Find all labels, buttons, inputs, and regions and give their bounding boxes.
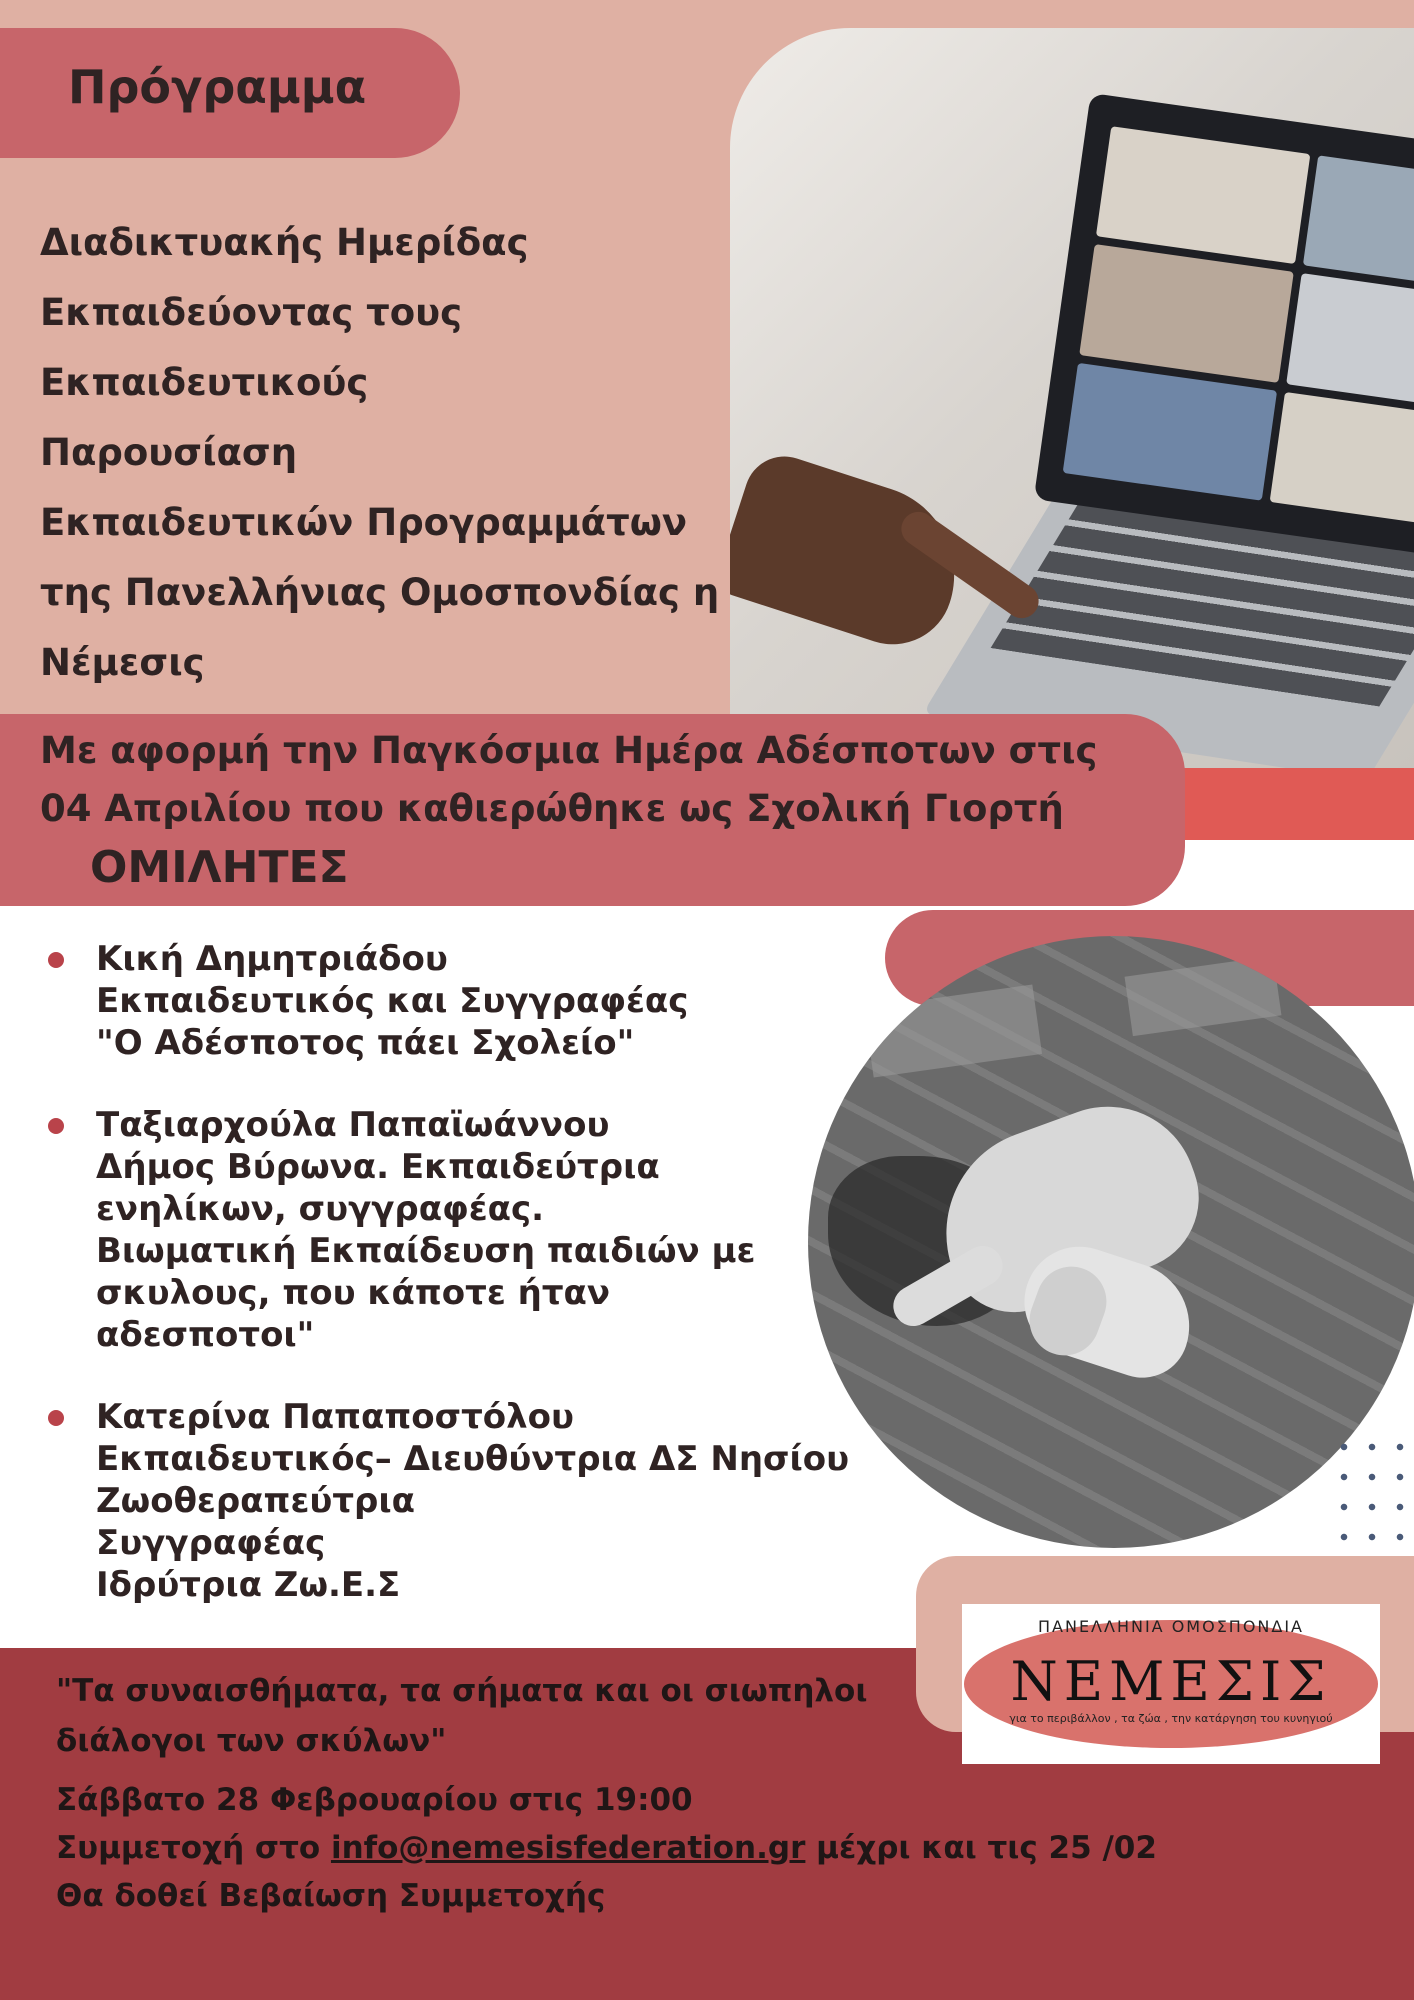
- laptop-video-call-photo: [730, 28, 1414, 770]
- speaker-detail: Ιδρύτρια Ζω.Ε.Σ: [96, 1565, 401, 1605]
- participation-prefix: Συμμετοχή στο: [56, 1830, 331, 1866]
- description-line: Νέμεσις: [40, 641, 205, 684]
- speaker-detail: Εκπαιδευτικός και Συγγραφέας: [96, 981, 689, 1021]
- occasion-line: Με αφορμή την Παγκόσμια Ημέρα Αδέσποτων στις: [40, 729, 1098, 772]
- bullet-icon: [48, 1118, 64, 1134]
- speakers-list: [48, 938, 898, 1646]
- logo-name: ΝΕΜΕΣΙΣ: [1010, 1650, 1332, 1713]
- talk-title-line: διάλογοι των σκύλων": [56, 1723, 447, 1759]
- talk-title-line: "Τα συναισθήματα, τα σήματα και οι σιωπηλοι: [56, 1673, 868, 1709]
- video-call-grid: [1063, 126, 1414, 530]
- speaker-detail: "Ο Αδέσποτος πάει Σχολείο": [96, 1023, 635, 1063]
- certificate-note: Θα δοθεί Βεβαίωση Συμμετοχής: [56, 1878, 606, 1914]
- description-line: Εκπαιδευτικούς: [40, 361, 369, 404]
- participation-suffix: μέχρι και τις 25 /02: [805, 1830, 1157, 1866]
- bullet-icon: [48, 1410, 64, 1426]
- occasion-line: 04 Απριλίου που καθιερώθηκε ως Σχολική Γιορτή: [40, 787, 1064, 830]
- speaker-name: Κατερίνα Παπαποστόλου: [96, 1397, 574, 1437]
- speaker-detail: Εκπαιδευτικός– Διευθύντρια ΔΣ Νησίου: [96, 1439, 850, 1479]
- page-title: Πρόγραμμα: [68, 60, 367, 114]
- video-tile: [1286, 273, 1414, 411]
- event-date: Σάββατο 28 Φεβρουαρίου στις 19:00: [56, 1782, 693, 1818]
- speakers-heading: ΟΜΙΛΗΤΕΣ: [90, 842, 349, 893]
- speaker-detail: Βιωματική Εκπαίδευση παιδιών με: [96, 1231, 756, 1271]
- occasion-text: [40, 722, 1097, 838]
- description-line: Παρουσίαση: [40, 431, 298, 474]
- description-line: Εκπαιδεύοντας τους: [40, 291, 463, 334]
- logo-federation-text: ΠΑΝΕΛΛΗΝΙΑ ΟΜΟΣΠΟΝΔΙΑ: [1038, 1617, 1304, 1636]
- speaker-detail: αδεσποτοι": [96, 1315, 315, 1355]
- talk-title: [56, 1666, 867, 1766]
- pavement-tile: [1125, 956, 1282, 1036]
- event-description: [40, 208, 719, 698]
- video-tile: [1079, 244, 1294, 382]
- event-info: [56, 1776, 1157, 1920]
- description-line: Διαδικτυακής Ημερίδας: [40, 221, 529, 264]
- speaker-detail: ενηλίκων, συγγραφέας.: [96, 1189, 545, 1229]
- speaker-detail: σκυλους, που κάποτε ήταν: [96, 1273, 611, 1313]
- speaker-name: Κική Δημητριάδου: [96, 939, 448, 979]
- video-tile: [1303, 155, 1414, 293]
- speaker-item: [48, 1104, 898, 1356]
- email-link[interactable]: info@nemesisfederation.gr: [330, 1830, 806, 1866]
- stray-dog-photo: [808, 936, 1414, 1548]
- participation-line: [56, 1824, 1157, 1872]
- speaker-item: [48, 938, 898, 1064]
- logo-tagline: για το περιβάλλον , τα ζώα , την κατάργηση του κυνηγιού: [1009, 1712, 1333, 1725]
- speaker-name: Ταξιαρχούλα Παπαϊωάννου: [96, 1105, 610, 1145]
- speaker-detail: Δήμος Βύρωνα. Εκπαιδεύτρια: [96, 1147, 660, 1187]
- speaker-item: [48, 1396, 898, 1606]
- bullet-icon: [48, 952, 64, 968]
- description-line: της Πανελλήνιας Ομοσπονδίας η: [40, 571, 720, 614]
- description-line: Εκπαιδευτικών Προγραμμάτων: [40, 501, 688, 544]
- speaker-detail: Συγγραφέας: [96, 1523, 326, 1563]
- speaker-detail: Ζωοθεραπεύτρια: [96, 1481, 415, 1521]
